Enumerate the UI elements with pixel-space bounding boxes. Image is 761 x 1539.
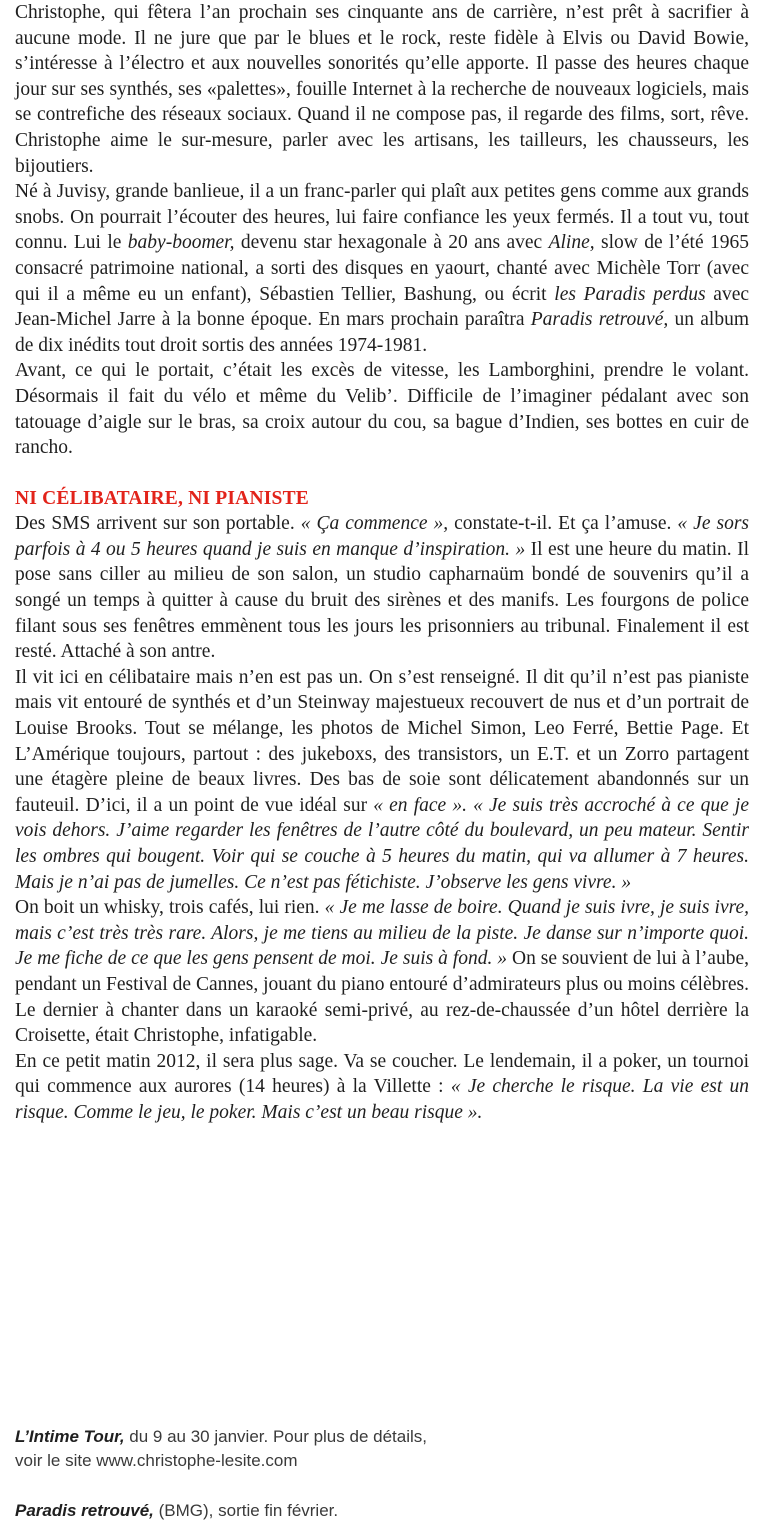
tour-info bbox=[15, 1425, 749, 1473]
paragraph bbox=[15, 179, 749, 358]
italic-text: « Je me lasse de boire. Quand je suis ivre, je suis ivre, mais c’est très très rare. Alors, je me tiens au milieu de la piste. Je danse sur n’importe quoi. Je me fiche de ce que les gens pensent de moi. Je suis à fond. » bbox=[15, 897, 749, 970]
italic-text: Paradis retrouvé, bbox=[530, 309, 669, 331]
text-run: Il est une heure du matin. Il pose sans ciller au milieu de son salon, un studio capharnaüm bondé de souvenirs qu’il a songé un temps à quitter à cause du bruit des sirènes et des manifs. Les fourgons de police filant sous ses fenêtres emmènent tous les jours les prisonniers au tribunal. Finalement il est resté. Attaché à son antre. bbox=[15, 538, 749, 663]
tour-dates: du 9 au 30 janvier. Pour plus de détails, bbox=[124, 1427, 427, 1446]
text-run: slow de l’été 1965 consacré patrimoine national, a sorti des disques en yaourt, chanté avec Michèle Torr (avec qui il a même eu un enfant), Sébastien Tellier, Bashung, ou écrit bbox=[15, 232, 749, 305]
italic-text: « Je cherche le risque. La vie est un risque. Comme le jeu, le poker. Mais c’est un beau risque ». bbox=[15, 1076, 749, 1123]
album-release: (BMG), sortie fin février. bbox=[153, 1501, 339, 1520]
italic-text: Aline, bbox=[548, 232, 595, 254]
text-run: un album de dix inédits tout droit sortis des années 1974-1981. bbox=[15, 309, 750, 356]
paragraph: Christophe, qui fêtera l’an prochain ses cinquante ans de carrière, n’est prêt à sacrifier à aucune mode. Il ne jure que par le blues et le rock, reste fidèle à Elvis ou David Bowie, s’intéresse à l’électro et aux nouvelles sonorités qu’elle apporte. Il passe des heures chaque jour sur ses synthés, ses «palettes», fouille Internet à la recherche de nouveaux logiciels, mais se contrefiche des réseaux sociaux. Quand il ne compose pas, il regarde des films, sort, rêve. Christophe aime le sur-mesure, parler avec les artisans, les tailleurs, les chausseurs, les bijoutiers. bbox=[15, 2, 749, 177]
tour-info-line-1 bbox=[15, 1425, 749, 1449]
article-body bbox=[15, 0, 749, 1126]
text-run: avec Jean-Michel Jarre à la bonne époque. En mars prochain paraîtra bbox=[15, 283, 750, 331]
italic-text: « en face ». bbox=[373, 794, 467, 816]
text-run: Il vit ici en célibataire mais n’en est pas un. On s’est renseigné. Il dit qu’il n’est pas pianiste mais vit entouré de synthés et d’un Steinway majestueux recouvert de nus et d’un portrait de Louise Brooks. Tout se mélange, les photos de Michel Simon, Leo Ferré, Bettie Page. Et L’Amérique toujours, partout : des jukeboxs, des transistors, un E.T. et un Zorro partagent une étagère pleine de beaux livres. Des bas de soie sont délicatement abandonnés sur un fauteuil. D’ici, il a un point de vue idéal sur bbox=[15, 666, 749, 816]
italic-text: les Paradis perdus bbox=[554, 283, 706, 305]
italic-text: baby-boomer, bbox=[127, 232, 235, 254]
text-run: Né à Juvisy, grande banlieue, il a un franc-parler qui plaît aux petites gens comme aux grands snobs. On pourrait l’écouter des heures, lui faire confiance les yeux fermés. Il a tout vu, tout connu. Lui le bbox=[15, 181, 749, 254]
paragraph bbox=[15, 1049, 749, 1126]
paragraph: Avant, ce qui le portait, c’était les excès de vitesse, les Lamborghini, prendre le volant. Désormais il fait du vélo et même du Velib’. Difficile de l’imaginer pédalant avec son tatouage d’aigle sur le bras, sa croix autour du cou, sa bague d’Indien, ses bottes en cuir de rancho. bbox=[15, 360, 749, 459]
tour-website: voir le site www.christophe-lesite.com bbox=[15, 1451, 298, 1470]
text-run: devenu star hexagonale à 20 ans avec bbox=[234, 232, 549, 254]
italic-text: « Je suis très accroché à ce que je vois dehors. J’aime regarder les fenêtres de l’autre côté du boulevard, un peu mateur. Sentir les ombres qui bougent. Voir qui se couche à 5 heures du matin, qui va allumer à 7 heures. Mais je n’ai pas de jumelles. Ce n’est pas fétichiste. J’observe les gens vivre. » bbox=[15, 794, 750, 893]
paragraph bbox=[15, 895, 749, 1049]
text-run: Des SMS arrivent sur son portable. bbox=[15, 513, 301, 535]
text-run: constate-t-il. Et ça l’amuse. bbox=[448, 513, 678, 535]
album-title: Paradis retrouvé, bbox=[15, 1501, 154, 1520]
text-run: En ce petit matin 2012, il sera plus sage. Va se coucher. Le lendemain, il a poker, un tournoi qui commence aux aurores (14 heures) à la Villette : bbox=[15, 1050, 749, 1098]
section-heading: NI CÉLIBATAIRE, NI PIANISTE bbox=[15, 487, 309, 509]
tour-title: L’Intime Tour, bbox=[15, 1427, 125, 1446]
italic-text: « Ça commence », bbox=[300, 513, 449, 535]
paragraph bbox=[15, 511, 749, 665]
paragraph bbox=[15, 665, 749, 895]
text-run: On se souvient de lui à l’aube, pendant un Festival de Cannes, jouant du piano entouré d’admirateurs plus ou moins célèbres. Le dernier à chanter dans un karaoké semi-privé, au rez-de-chaussée d’un hôtel derrière la Croisette, était Christophe, infatigable. bbox=[15, 948, 749, 1047]
album-info bbox=[15, 1499, 749, 1523]
text-run: On boit un whisky, trois cafés, lui rien. bbox=[15, 897, 325, 919]
italic-text: « Je sors parfois à 4 ou 5 heures quand je suis en manque d’inspiration. » bbox=[15, 513, 750, 560]
